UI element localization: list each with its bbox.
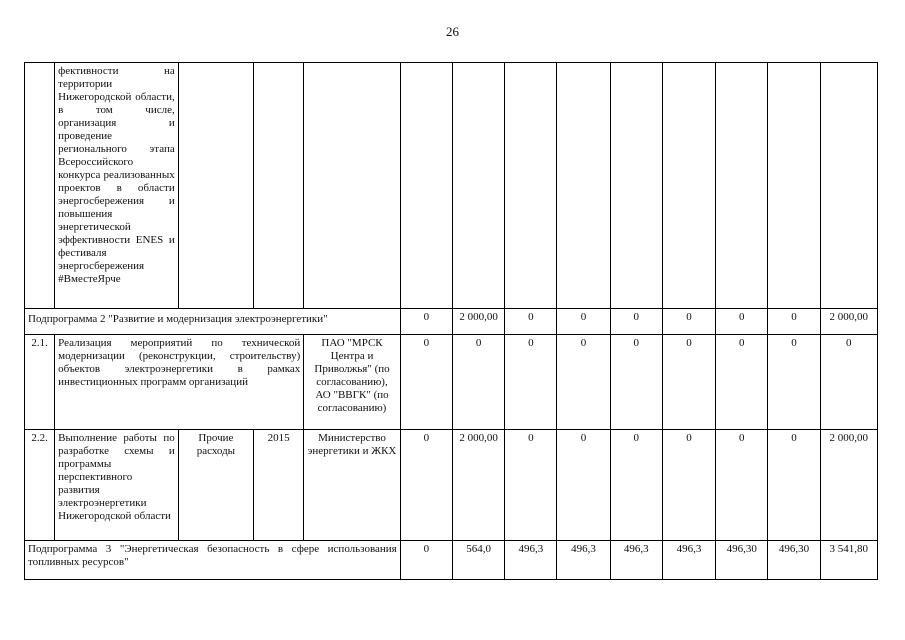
cell-year xyxy=(254,63,304,309)
cell-value xyxy=(610,63,662,309)
cell-category xyxy=(178,63,253,309)
cell-value xyxy=(768,63,820,309)
table-row-item-2-1 xyxy=(25,335,878,430)
cell-value xyxy=(820,63,877,309)
cell-value: 0 xyxy=(662,335,715,430)
cell-value: 496,30 xyxy=(768,541,820,580)
cell-value xyxy=(400,63,452,309)
cell-value: 0 xyxy=(768,430,820,541)
cell-measure-name: Выполнение работы по разработке схемы и программы перспективного развития электроэнергетики Нижегородской области xyxy=(55,430,179,541)
cell-value xyxy=(662,63,715,309)
cell-value: 0 xyxy=(400,335,452,430)
cell-value: 2 000,00 xyxy=(452,309,504,335)
cell-value: 0 xyxy=(662,309,715,335)
cell-value: 496,30 xyxy=(716,541,768,580)
cell-value xyxy=(716,63,768,309)
cell-measure-name: Реализация мероприятий по технической модернизации (реконструкции, строительству) объектов электроэнергетики в рамках инвестиционных программ организаций xyxy=(55,335,304,430)
cell-year: 2015 xyxy=(254,430,304,541)
cell-executor xyxy=(304,63,400,309)
cell-value: 2 000,00 xyxy=(820,430,877,541)
table-row-continuation xyxy=(25,63,878,309)
cell-value: 0 xyxy=(820,335,877,430)
cell-value: 0 xyxy=(400,541,452,580)
cell-category: Прочие расходы xyxy=(178,430,253,541)
cell-value: 0 xyxy=(610,335,662,430)
subprogram-title: Подпрограмма 2 "Развитие и модернизация электроэнергетики" xyxy=(25,309,401,335)
cell-value: 0 xyxy=(452,335,504,430)
table-row-subprogram-2 xyxy=(25,309,878,335)
cell-value: 0 xyxy=(400,309,452,335)
cell-value: 0 xyxy=(768,309,820,335)
cell-executor: Министерство энергетики и ЖКХ xyxy=(304,430,400,541)
cell-value: 0 xyxy=(610,309,662,335)
cell-value: 496,3 xyxy=(610,541,662,580)
cell-num: 2.1. xyxy=(25,335,55,430)
cell-value: 2 000,00 xyxy=(452,430,504,541)
cell-value: 0 xyxy=(505,335,557,430)
cell-value: 0 xyxy=(505,309,557,335)
cell-value: 2 000,00 xyxy=(820,309,877,335)
cell-measure-name: фективности на территории Нижегородской области, в том числе, организация и проведение регионального этапа Всероссийского конкурса реализованных проектов в области энергосбережения и повышения энергетической эффективности ENES и фестиваля энергосбережения #ВместеЯрче xyxy=(55,63,179,309)
page-number: 26 xyxy=(446,24,459,39)
cell-value: 0 xyxy=(716,309,768,335)
cell-value: 0 xyxy=(716,335,768,430)
cell-value: 0 xyxy=(610,430,662,541)
budget-table xyxy=(24,62,878,580)
cell-value: 0 xyxy=(400,430,452,541)
cell-value xyxy=(557,63,610,309)
table-row-subprogram-3 xyxy=(25,541,878,580)
cell-value: 496,3 xyxy=(557,541,610,580)
cell-num: 2.2. xyxy=(25,430,55,541)
cell-value: 564,0 xyxy=(452,541,504,580)
cell-value: 496,3 xyxy=(505,541,557,580)
cell-value: 0 xyxy=(505,430,557,541)
cell-value: 496,3 xyxy=(662,541,715,580)
cell-value: 0 xyxy=(557,309,610,335)
table-row-item-2-2 xyxy=(25,430,878,541)
cell-value: 0 xyxy=(716,430,768,541)
cell-value xyxy=(452,63,504,309)
cell-value: 0 xyxy=(557,335,610,430)
cell-value: 3 541,80 xyxy=(820,541,877,580)
cell-value: 0 xyxy=(662,430,715,541)
cell-executor: ПАО "МРСК Центра и Приволжья" (по согласованию), АО "ВВГК" (по согласованию) xyxy=(304,335,400,430)
cell-value xyxy=(505,63,557,309)
cell-value: 0 xyxy=(557,430,610,541)
cell-num xyxy=(25,63,55,309)
cell-value: 0 xyxy=(768,335,820,430)
subprogram-title: Подпрограмма 3 "Энергетическая безопасность в сфере использования топливных ресурсов" xyxy=(25,541,401,580)
